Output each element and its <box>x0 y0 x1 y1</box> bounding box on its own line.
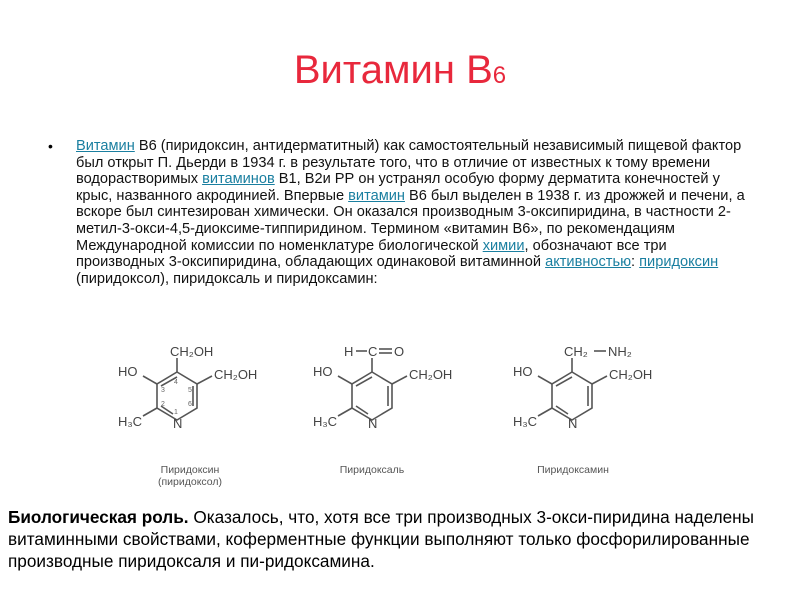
ring-number: 4 <box>174 379 178 386</box>
left-group-label: HO <box>118 364 138 379</box>
ring-number: 6 <box>188 401 192 408</box>
bullet-item <box>48 138 750 287</box>
paragraph-text: В6 (пиридоксин, антидерматитный) как самостоятельный независимый пищевой фактор был открыт П. Дьерди в 1934 г. в результате того, что в отличие от известных к тому времени водорастворимых <box>76 138 742 188</box>
left-group-label: HO <box>513 364 533 379</box>
methyl-label: H₃C <box>118 414 143 429</box>
caption-line: Пиридоксаль <box>339 464 405 476</box>
paragraph-link[interactable]: витаминов <box>202 171 275 188</box>
caption-line: (пиридоксол) <box>157 476 223 488</box>
title-main: Витамин В <box>293 48 493 92</box>
paragraph-text: В1, В2и РР он устранял особую форму дерматита конечностей у крыс, названного акродинией. Впервые <box>76 171 720 204</box>
bullet-dot-icon: • <box>48 138 53 154</box>
methyl-label: H₃C <box>313 414 338 429</box>
aldehyde-o-label: O <box>394 344 405 359</box>
right-group-label: CH₂OH <box>214 367 258 382</box>
biological-role-text: Оказалось, что, хотя все три производных 3-окси-пиридина наделены витаминными свойствами, коферментные функции выполняют только фосфорилированные производные пиридоксаля и пи-ридоксамина. <box>8 507 755 571</box>
slide-title <box>0 48 800 93</box>
ring-number: 2 <box>161 401 165 408</box>
caption-line: Пиридоксин <box>160 464 220 476</box>
pyridoxal-caption <box>312 464 432 476</box>
top-group-label: CH₂OH <box>170 344 214 359</box>
left-group-label: HO <box>313 364 333 379</box>
biological-role-heading: Биологическая роль. <box>8 507 189 527</box>
pyridoxine-structure <box>110 340 280 440</box>
paragraph-text: (пиридоксол), пиридоксаль и пиридоксамин: <box>76 270 378 287</box>
nitrogen-label: N <box>368 416 378 431</box>
top-group-label: CH₂ <box>564 344 588 359</box>
paragraph-link[interactable]: пиридоксин <box>639 254 719 271</box>
ring-number: 5 <box>188 387 192 394</box>
intro-paragraph <box>76 138 750 287</box>
ring-number: 1 <box>174 409 178 416</box>
caption-line: Пиридоксамин <box>537 464 609 476</box>
pyridoxine-caption <box>130 464 250 488</box>
paragraph-link[interactable]: активностью <box>545 254 632 271</box>
paragraph-text: : <box>631 254 640 271</box>
paragraph-text: В6 был выделен в 1938 г. из дрожжей и печени, а вскоре был синтезирован химически. Он оказался производным 3-оксипиридина, в частности 2-метил-3-окси-4,5-диоксиме-типпиридином. Термином «витамин В6», по рекомендациям Международной комиссии по номенклатуре биологической <box>76 187 745 254</box>
paragraph-link[interactable]: химии <box>482 237 525 254</box>
pyridoxamine-caption <box>508 464 638 476</box>
methyl-label: H₃C <box>513 414 538 429</box>
pyridoxal-structure <box>302 340 477 440</box>
nitrogen-label: N <box>173 416 183 431</box>
paragraph-link[interactable]: Витамин <box>76 138 135 154</box>
paragraph-text: , обозначают все три производных 3-оксипиридина, обладающих одинаковой витаминной <box>76 237 667 271</box>
title-subscript: 6 <box>492 62 507 89</box>
pyridoxamine-structure <box>500 340 680 440</box>
right-group-label: CH₂OH <box>409 367 453 382</box>
right-group-label: CH₂OH <box>609 367 653 382</box>
amine-label: NH₂ <box>608 344 632 359</box>
ring-number: 3 <box>161 387 165 394</box>
biological-role-paragraph <box>8 506 794 572</box>
aldehyde-h-label: H <box>344 344 354 359</box>
nitrogen-label: N <box>568 416 578 431</box>
paragraph-link[interactable]: витамин <box>348 187 405 204</box>
aldehyde-c-label: C <box>368 344 378 359</box>
